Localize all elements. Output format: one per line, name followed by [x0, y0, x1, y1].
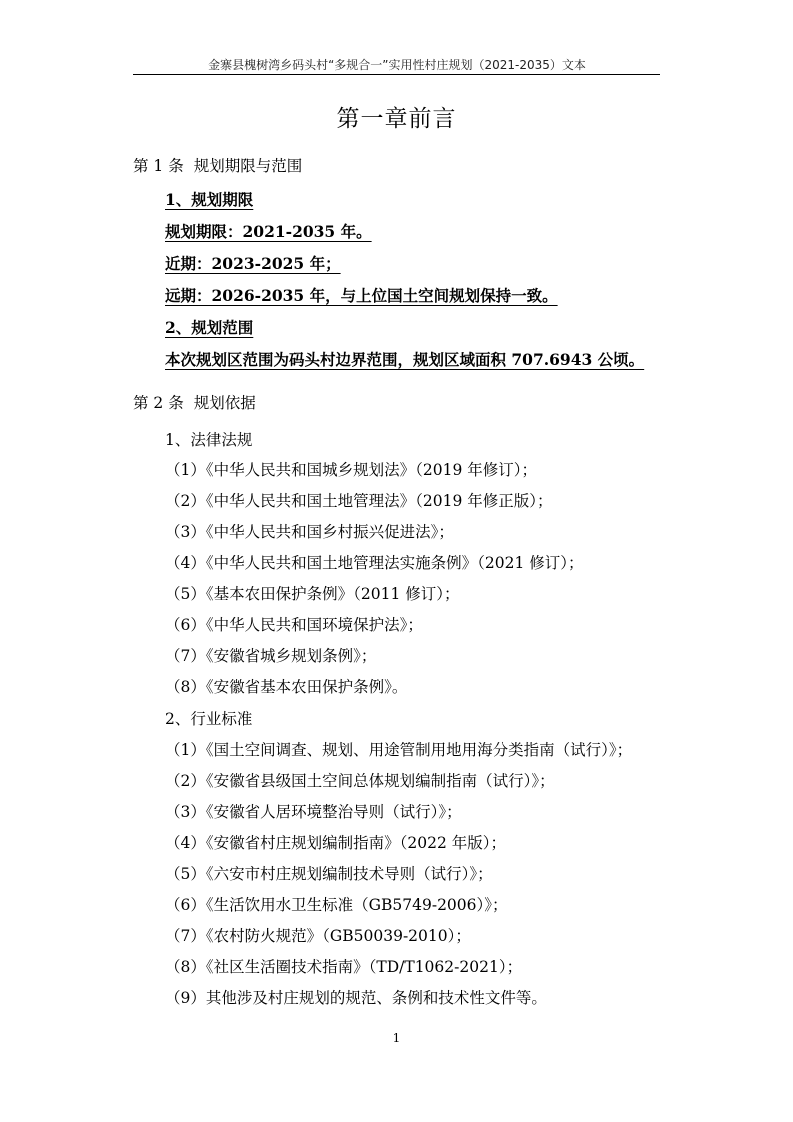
- standard-item: （6）《生活饮用水卫生标准（GB5749-2006）》；: [165, 896, 508, 914]
- article-2-title: 规划依据: [193, 394, 256, 412]
- standard-item: （1）《国土空间调查、规划、用途管制用地用海分类指南（试行）》；: [165, 741, 633, 759]
- standard-item: （2）《安徽省县级国土空间总体规划编制指南（试行）》；: [165, 772, 555, 790]
- law-item: （3）《中华人民共和国乡村振兴促进法》；: [165, 523, 454, 541]
- chapter-title: 第一章前言: [336, 106, 457, 132]
- planning-period: 规划期限：2021-2035 年。: [165, 222, 372, 241]
- long-term-period: 远期：2026-2035 年，与上位国土空间规划保持一致。: [165, 286, 558, 305]
- article-2-heading: [133, 393, 256, 413]
- law-item: （8）《安徽省基本农田保护条例》。: [165, 678, 408, 696]
- law-item: （5）《基本农田保护条例》（2011 修订）；: [165, 585, 460, 603]
- law-item: （7）《安徽省城乡规划条例》；: [165, 647, 377, 665]
- article-1-heading: [133, 156, 302, 176]
- law-item: （4）《中华人民共和国土地管理法实施条例》（2021 修订）；: [165, 554, 584, 572]
- article-1-title: 规划期限与范围: [193, 157, 303, 175]
- period-subheading: 1、规划期限: [165, 190, 254, 209]
- standard-item: （5）《六安市村庄规划编制技术导则（试行）》；: [165, 865, 493, 883]
- standard-item: （4）《安徽省村庄规划编制指南》（2022 年版）；: [165, 834, 506, 852]
- standard-item: （9）其他涉及村庄规划的规范、条例和技术性文件等。: [165, 989, 547, 1007]
- law-item: （6）《中华人民共和国环境保护法》；: [165, 616, 423, 634]
- near-term-period: 近期：2023-2025 年；: [165, 254, 341, 273]
- article-2-number: 第 2 条: [133, 394, 184, 412]
- standard-item: （7）《农村防火规范》（GB50039-2010）；: [165, 927, 471, 945]
- article-1-number: 第 1 条: [133, 157, 184, 175]
- law-item: （1）《中华人民共和国城乡规划法》（2019 年修订）；: [165, 461, 537, 479]
- section-laws-title: 1、法律法规: [165, 431, 253, 449]
- planning-scope: 本次规划区范围为码头村边界范围，规划区域面积 707.6943 公顷。: [165, 350, 645, 369]
- running-header: 金寨县槐树湾乡码头村“多规合一”实用性村庄规划（2021-2035）文本: [208, 58, 586, 72]
- scope-subheading: 2、规划范围: [165, 318, 254, 337]
- standard-item: （3）《安徽省人居环境整治导则（试行）》；: [165, 803, 462, 821]
- page-number: 1: [392, 1031, 401, 1045]
- standard-item: （8）《社区生活圈技术指南》（TD/T1062-2021）；: [165, 958, 523, 976]
- section-standards-title: 2、行业标准: [165, 710, 253, 728]
- law-item: （2）《中华人民共和国土地管理法》（2019 年修正版）；: [165, 492, 553, 510]
- header-divider: [133, 74, 660, 75]
